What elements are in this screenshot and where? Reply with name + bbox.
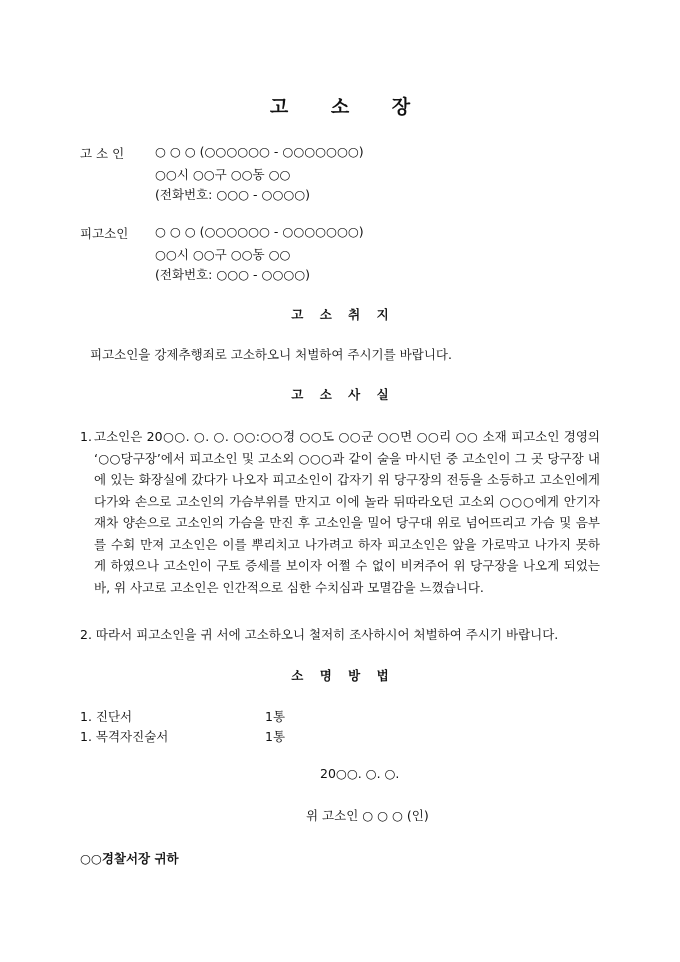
purpose-text: 피고소인을 강제추행죄로 고소하오니 처벌하여 주시기를 바랍니다. [90,347,452,362]
heading-char: 고 [291,307,304,322]
document-title [0,92,680,119]
title-char: 소 [330,96,350,118]
heading-char: 방 [348,668,361,683]
purpose-heading [0,305,680,323]
complainant-label: 고 소 인 [80,146,125,161]
heading-char: 사 [348,387,361,402]
complainant-name-id: ○ ○ ○ (○○○○○○ - ○○○○○○○) [155,144,364,159]
complainant-phone: (전화번호: ○○○ - ○○○○) [155,187,311,202]
addressee: ○○경찰서장 귀하 [80,851,179,866]
title-char: 장 [391,96,411,118]
accused-name-id: ○ ○ ○ (○○○○○○ - ○○○○○○○) [155,224,364,239]
fact-number: 1. [80,429,92,444]
evidence-heading [0,666,680,684]
title-char: 고 [269,96,289,118]
evidence-item-quantity: 1통 [265,729,286,744]
fact-text: 따라서 피고소인을 귀 서에 고소하오니 철저히 조사하시어 처벌하여 주시기 바랍니다. [95,627,559,642]
facts-heading [0,385,680,403]
complainant-address: ○○시 ○○구 ○○동 ○○ [155,167,291,182]
accused-address: ○○시 ○○구 ○○동 ○○ [155,247,291,262]
evidence-item-name: 1. 목격자진술서 [80,729,169,744]
fact-item-2 [80,625,558,643]
heading-char: 소 [319,387,332,402]
fact-text: 고소인은 20○○. ○. ○. ○○:○○경 ○○도 ○○군 ○○면 ○○리 ○○ 소재 피고소인 경영의 ‘○○당구장’에서 피고소인 및 고소외 ○○○과 같이 술을 마시던 중 고소인이 그 곳 당구장 내에 있는 화장실에 갔다가 나오자 피고소인이 갑자기 위 당구장의 전등을 소등하고 고소인에게 다가와 손으로 고소인의 가슴부위를 만지고 이에 놀라 뒤따라오던 고소외 ○○○에게 안기자 재차 양손으로 고소인의 가슴을 만진 후 고소인을 밀어 당구대 위로 넘어뜨리고 가슴 및 음부를 수회 만져 고소인은 이를 뿌리치고 나가려고 하자 피고소인은 앞을 가로막고 나가지 못하게 하였으나 고소인이 구토 증세를 보이자 어쩔 수 없이 비켜주어 위 당구장을 나오게 되었는바, 위 사고로 고소인은 인간적으로 심한 수치심과 모멸감을 느꼈습니다. [94,429,600,595]
heading-char: 고 [291,387,304,402]
accused-label: 피고소인 [80,226,129,241]
fact-item-1 [80,426,600,598]
heading-char: 취 [348,307,361,322]
heading-char: 지 [376,307,389,322]
heading-char: 명 [319,668,332,683]
accused-phone: (전화번호: ○○○ - ○○○○) [155,267,311,282]
heading-char: 법 [376,668,389,683]
signer-line: 위 고소인 ○ ○ ○ (인) [306,808,429,823]
heading-char: 소 [291,668,304,683]
fact-number: 2. [80,627,92,642]
heading-char: 실 [376,387,389,402]
evidence-item-name: 1. 진단서 [80,709,133,724]
evidence-item-quantity: 1통 [265,709,286,724]
document-date: 20○○. ○. ○. [320,766,400,781]
heading-char: 소 [319,307,332,322]
